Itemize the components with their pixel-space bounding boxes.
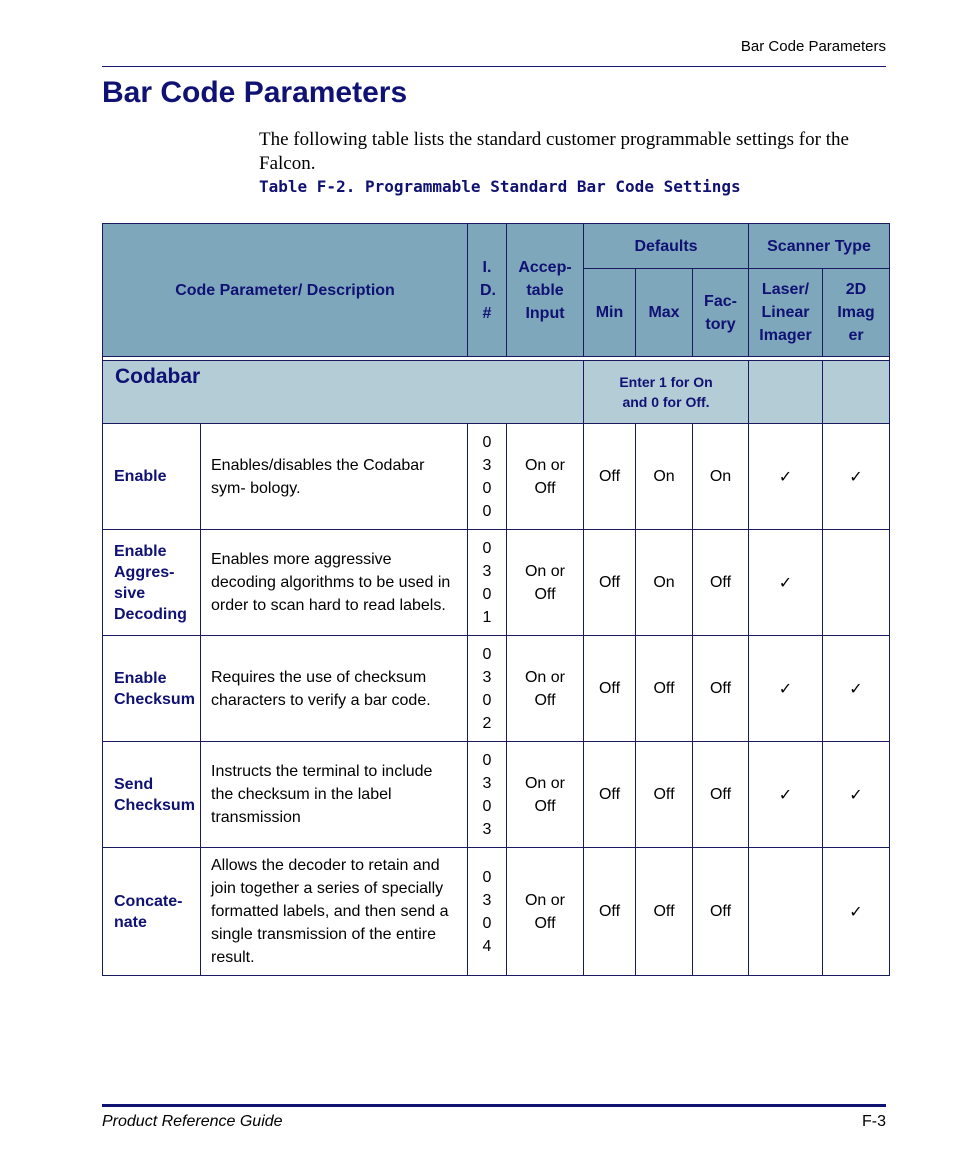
param-description: Enables/disables the Codabar sym- bology. xyxy=(201,424,468,530)
table-caption: Table F-2. Programmable Standard Bar Code Settings xyxy=(259,177,741,196)
header-rule xyxy=(102,66,886,67)
checkmark-icon: ✓ xyxy=(823,742,890,848)
param-input: On or Off xyxy=(507,848,584,976)
default-factory: Off xyxy=(693,848,749,976)
header-id: I. D. # xyxy=(468,224,507,357)
section-name: Codabar xyxy=(103,361,584,424)
param-description: Allows the decoder to retain and join together a series of specially formatted labels, and then send a single transmission of the entire result. xyxy=(201,848,468,976)
param-name: Send Checksum xyxy=(103,742,201,848)
param-input: On or Off xyxy=(507,424,584,530)
footer-page-number: F-3 xyxy=(862,1113,886,1130)
section-note: Enter 1 for On and 0 for Off. xyxy=(584,361,749,424)
checkmark-icon xyxy=(823,530,890,636)
default-max: Off xyxy=(636,742,693,848)
checkmark-icon: ✓ xyxy=(823,424,890,530)
parameters-table xyxy=(102,223,890,976)
checkmark-icon: ✓ xyxy=(823,636,890,742)
table-row xyxy=(103,636,890,742)
param-name: Enable Aggres- sive Decoding xyxy=(103,530,201,636)
section-empty-laser xyxy=(749,361,823,424)
default-max: On xyxy=(636,424,693,530)
default-max: On xyxy=(636,530,693,636)
default-max: Off xyxy=(636,636,693,742)
param-id: 0 3 0 2 xyxy=(468,636,507,742)
checkmark-icon: ✓ xyxy=(749,424,823,530)
table-row xyxy=(103,848,890,976)
header-defaults: Defaults xyxy=(584,224,749,269)
param-name: Concate- nate xyxy=(103,848,201,976)
param-id: 0 3 0 1 xyxy=(468,530,507,636)
param-description: Requires the use of checksum characters to verify a bar code. xyxy=(201,636,468,742)
param-input: On or Off xyxy=(507,636,584,742)
header-max: Max xyxy=(636,269,693,357)
header-factory: Fac- tory xyxy=(693,269,749,357)
footer-rule xyxy=(102,1104,886,1107)
page-title: Bar Code Parameters xyxy=(102,76,408,109)
table-row xyxy=(103,424,890,530)
param-id: 0 3 0 0 xyxy=(468,424,507,530)
table-row xyxy=(103,530,890,636)
default-min: Off xyxy=(584,424,636,530)
default-min: Off xyxy=(584,636,636,742)
header-code-parameter: Code Parameter/ Description xyxy=(103,224,468,357)
checkmark-icon: ✓ xyxy=(749,636,823,742)
footer-guide-title: Product Reference Guide xyxy=(102,1113,283,1130)
default-min: Off xyxy=(584,742,636,848)
default-factory: Off xyxy=(693,636,749,742)
section-empty-2d xyxy=(823,361,890,424)
param-name: Enable xyxy=(103,424,201,530)
header-2d-imager: 2D Imag er xyxy=(823,269,890,357)
param-id: 0 3 0 4 xyxy=(468,848,507,976)
default-factory: Off xyxy=(693,530,749,636)
param-id: 0 3 0 3 xyxy=(468,742,507,848)
param-name: Enable Checksum xyxy=(103,636,201,742)
header-scanner-type: Scanner Type xyxy=(749,224,890,269)
default-factory: Off xyxy=(693,742,749,848)
param-description: Enables more aggressive decoding algorithms to be used in order to scan hard to read labels. xyxy=(201,530,468,636)
default-max: Off xyxy=(636,848,693,976)
header-acceptable-input: Accep- table Input xyxy=(507,224,584,357)
table-row xyxy=(103,742,890,848)
default-factory: On xyxy=(693,424,749,530)
intro-paragraph: The following table lists the standard customer programmable settings for the Falcon. xyxy=(259,129,849,174)
param-description: Instructs the terminal to include the checksum in the label transmission xyxy=(201,742,468,848)
checkmark-icon: ✓ xyxy=(823,848,890,976)
checkmark-icon: ✓ xyxy=(749,742,823,848)
param-input: On or Off xyxy=(507,530,584,636)
default-min: Off xyxy=(584,530,636,636)
param-input: On or Off xyxy=(507,742,584,848)
running-header: Bar Code Parameters xyxy=(740,38,886,55)
default-min: Off xyxy=(584,848,636,976)
checkmark-icon xyxy=(749,848,823,976)
header-min: Min xyxy=(584,269,636,357)
checkmark-icon: ✓ xyxy=(749,530,823,636)
header-laser-linear-imager: Laser/ Linear Imager xyxy=(749,269,823,357)
